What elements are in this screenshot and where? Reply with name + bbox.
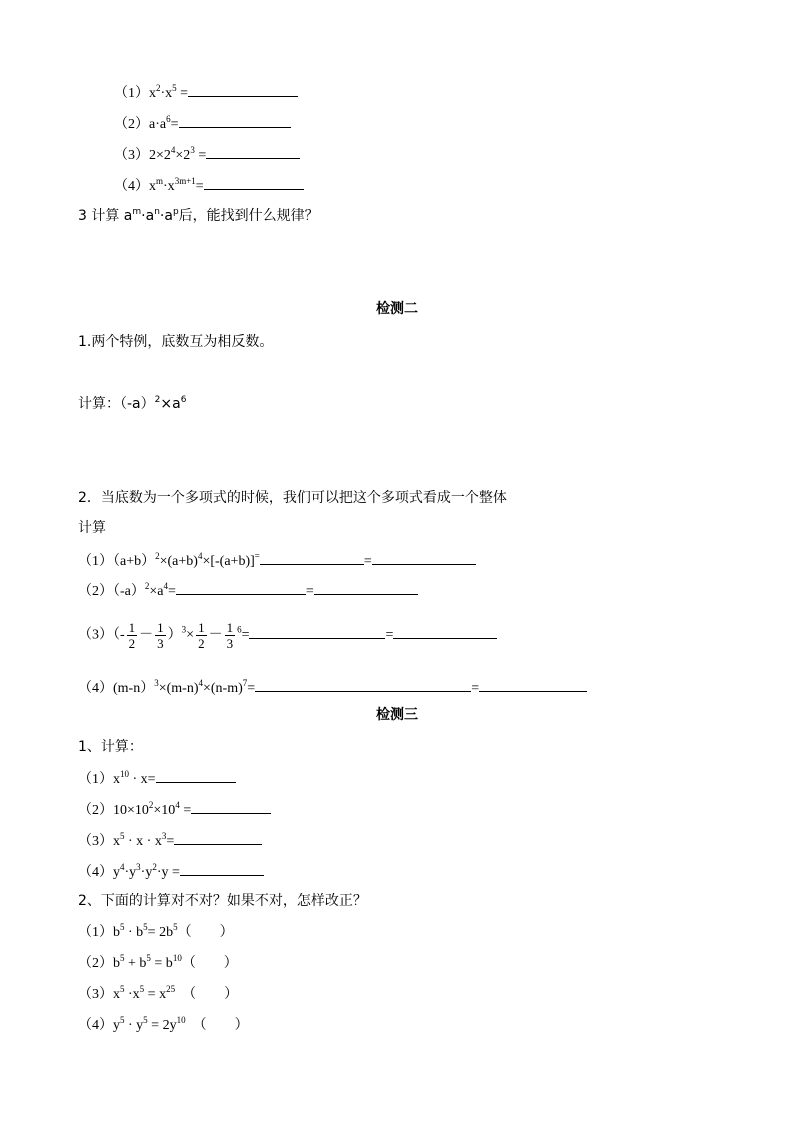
judge-3-3: $(3)x^5 \cdot x^5 = x^{25}$ （ ） bbox=[78, 984, 239, 1002]
answer-parentheses[interactable]: （ ） bbox=[175, 987, 239, 1002]
answer-blank[interactable] bbox=[191, 799, 271, 814]
answer-blank[interactable] bbox=[156, 768, 236, 783]
section-heading-3: 检测三 bbox=[376, 707, 418, 723]
exercise-3-3: $(3)x^5 \cdot x \cdot x^3=$ bbox=[78, 830, 262, 852]
answer-blank[interactable] bbox=[393, 624, 497, 639]
answer-blank[interactable] bbox=[372, 550, 476, 565]
fraction: $\frac{1}{2}$ bbox=[198, 620, 205, 651]
exercise-1-4: $(4)x^m\cdot x^{3m+1}=$ bbox=[114, 175, 304, 197]
question-2-2: 2．当底数为一个多项式的时候，我们可以把这个多项式看成一个整体 bbox=[78, 490, 507, 506]
answer-blank[interactable] bbox=[249, 624, 385, 639]
question-3: 3 计算 $a^m\cdot a^n\cdot a^p$后，能找到什么规律？ bbox=[78, 207, 319, 224]
exercise-2-3: （3）（- $\frac{1}{2}$ － $\frac{1}{3}$ ）$^3$× $\frac{1}{2}$ － $\frac{1}{3}$ $^6$= = bbox=[78, 620, 497, 651]
fraction: $\frac{1}{2}$ bbox=[128, 620, 136, 651]
answer-parentheses[interactable]: （ ） bbox=[185, 1018, 249, 1033]
answer-blank[interactable] bbox=[479, 677, 587, 692]
judge-3-1: $(1)b^5 \cdot b^5= 2b^5$（ ） bbox=[78, 922, 234, 940]
answer-blank[interactable] bbox=[206, 144, 300, 159]
answer-blank[interactable] bbox=[255, 677, 471, 692]
question-2-1: 1.两个特例，底数互为相反数。 bbox=[78, 334, 274, 350]
answer-blank[interactable] bbox=[176, 580, 306, 595]
section-heading-2: 检测二 bbox=[376, 301, 418, 317]
answer-blank[interactable] bbox=[204, 175, 304, 190]
question-3-1: 1、计算： bbox=[78, 739, 143, 755]
judge-3-2: $(2)b^5 + b^5 = b^{10}$（ ） bbox=[78, 953, 238, 971]
exercise-1-1: $(1)x^2\cdot x^5$ = bbox=[114, 82, 298, 104]
exercise-3-1: $(1)x^{10} \cdot x=$ bbox=[78, 768, 236, 790]
exercise-2-4: $(4)(m-n)^3\times(m-n)^4\times(n-m)^7=$ = bbox=[78, 677, 587, 699]
exercise-3-4: $(4)y^4\cdot y^3\cdot y^2\cdot y$ = bbox=[78, 861, 264, 883]
exercise-2-2: $(2)(-a)^2\times a^4=$ = bbox=[78, 580, 418, 602]
calc-2-1: 计算：$(-a)^2\times a^6$ bbox=[78, 395, 187, 412]
answer-blank[interactable] bbox=[180, 861, 264, 876]
answer-blank[interactable] bbox=[260, 550, 364, 565]
judge-3-4: $(4)y^5 \cdot y^5 = 2y^{10}$ （ ） bbox=[78, 1015, 249, 1033]
exercise-1-2: $(2)a\cdot a^6=$ bbox=[114, 113, 291, 135]
answer-parentheses[interactable]: （ ） bbox=[181, 956, 238, 971]
question-3-2: 2、下面的计算对不对？如果不对，怎样改正？ bbox=[78, 893, 367, 909]
answer-blank[interactable] bbox=[188, 82, 298, 97]
fraction: $\frac{1}{3}$ bbox=[226, 620, 234, 651]
question-2-2-label: 计算 bbox=[78, 520, 106, 536]
exercise-1-3: $(3)2\times 2^4\times 2^3$ = bbox=[114, 144, 300, 166]
answer-blank[interactable] bbox=[174, 830, 262, 845]
exercise-2-1: $(1)(a+b)^2\times(a+b)^4\times[-(a+b)]^=$ = bbox=[78, 550, 476, 572]
answer-blank[interactable] bbox=[314, 580, 418, 595]
fraction: $\frac{1}{3}$ bbox=[157, 620, 164, 651]
answer-blank[interactable] bbox=[179, 113, 291, 128]
answer-parentheses[interactable]: （ ） bbox=[177, 925, 234, 940]
exercise-3-2: $(2)10\times 10^2\times 10^4$ = bbox=[78, 799, 271, 821]
